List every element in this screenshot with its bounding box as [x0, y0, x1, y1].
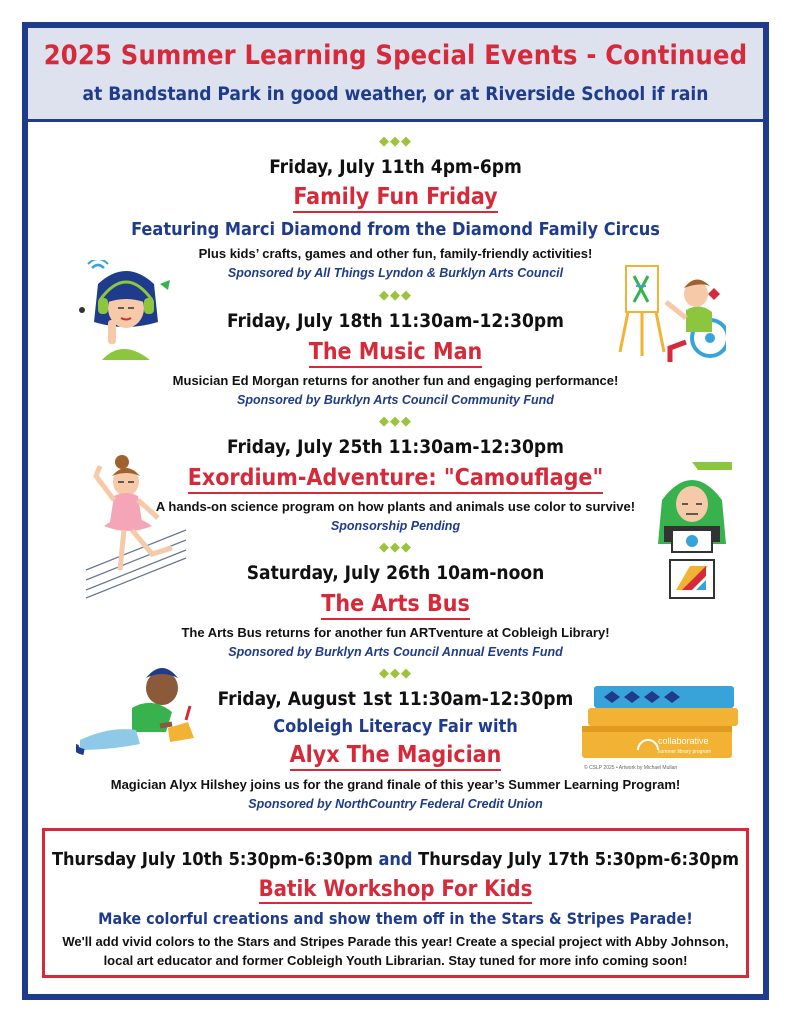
event-sponsor: Sponsored by All Things Lyndon & Burklyn Arts Council	[227, 266, 564, 280]
event-title: Exordium-Adventure: "Camouflage"	[28, 465, 763, 491]
books-stack-illustration	[580, 684, 740, 788]
event-date: Friday, July 25th 11:30am-12:30pm	[227, 436, 564, 458]
event-date: Friday, July 11th 4pm-6pm	[269, 156, 522, 178]
separator-diamonds: ◆◆◆	[379, 539, 412, 554]
event-title: The Music Man	[28, 339, 763, 365]
page-title: 2025 Summer Learning Special Events - Continued	[43, 40, 748, 71]
separator-diamonds: ◆◆◆	[379, 413, 412, 428]
painter-wheelchair-illustration	[614, 258, 726, 370]
event-description: The Arts Bus returns for another fun ARTventure at Cobleigh Library!	[181, 625, 610, 640]
event-date: Saturday, July 26th 10am-noon	[246, 562, 545, 584]
event-title: The Arts Bus	[28, 591, 763, 617]
workshop-conjunction: and	[378, 849, 413, 870]
event-sponsor: Sponsored by Burklyn Arts Council Annual Events Fund	[228, 645, 563, 659]
workshop-date-a: Thursday July 10th 5:30pm-6:30pm	[51, 849, 373, 870]
event-feature: Featuring Marci Diamond from the Diamond Family Circus	[131, 219, 660, 240]
books-credit: © CSLP 2025 • Artwork by Michael Mullan	[584, 765, 678, 771]
page-frame	[22, 22, 769, 1000]
separator-diamonds: ◆◆◆	[379, 133, 412, 148]
reading-boy-illustration	[76, 660, 196, 760]
event-title: Family Fun Friday	[28, 184, 763, 210]
girl-headphones-illustration	[72, 260, 182, 370]
event-description: Magician Alyx Hilshey joins us for the grand finale of this year’s Summer Learning Program!	[110, 777, 681, 792]
books-label: collaborative	[658, 736, 709, 746]
workshop-box	[42, 828, 749, 978]
event-title: Alyx The Magician	[28, 742, 763, 768]
workshop-title: Batik Workshop For Kids	[258, 877, 533, 902]
event-sponsor: Sponsored by NorthCountry Federal Credit Union	[248, 797, 543, 811]
workshop-description: We'll add vivid colors to the Stars and Stripes Parade this year! Create a special project with Abby Johnson, local art educator and former Cobleigh Youth Librarian. Stay tuned for more info coming soon!	[62, 934, 729, 968]
ballerina-illustration	[84, 450, 188, 600]
workshop-subtitle: Make colorful creations and show them off in the Stars & Stripes Parade!	[98, 909, 693, 928]
books-sublabel: summer library program	[658, 749, 712, 755]
event-sponsor: Sponsorship Pending	[330, 519, 461, 533]
workshop-date-b: Thursday July 17th 5:30pm-6:30pm	[418, 849, 740, 870]
separator-diamonds: ◆◆◆	[379, 665, 412, 680]
event-date: Friday, July 18th 11:30am-12:30pm	[227, 310, 564, 332]
page-subtitle: at Bandstand Park in good weather, or at Riverside School if rain	[82, 83, 709, 105]
event-date: Friday, August 1st 11:30am-12:30pm	[217, 688, 574, 710]
page-header	[28, 28, 763, 122]
event-sponsor: Sponsored by Burklyn Arts Council Community Fund	[237, 393, 554, 407]
event-description: Musician Ed Morgan returns for another fun and engaging performance!	[172, 373, 619, 388]
event-description: A hands-on science program on how plants and animals use color to survive!	[155, 499, 636, 514]
photographer-illustration	[652, 460, 734, 600]
workshop-dates	[45, 849, 746, 870]
separator-diamonds: ◆◆◆	[379, 287, 412, 302]
event-description: Plus kids’ crafts, games and other fun, family-friendly activities!	[198, 246, 593, 261]
event-feature: Cobleigh Literacy Fair with	[273, 716, 518, 737]
